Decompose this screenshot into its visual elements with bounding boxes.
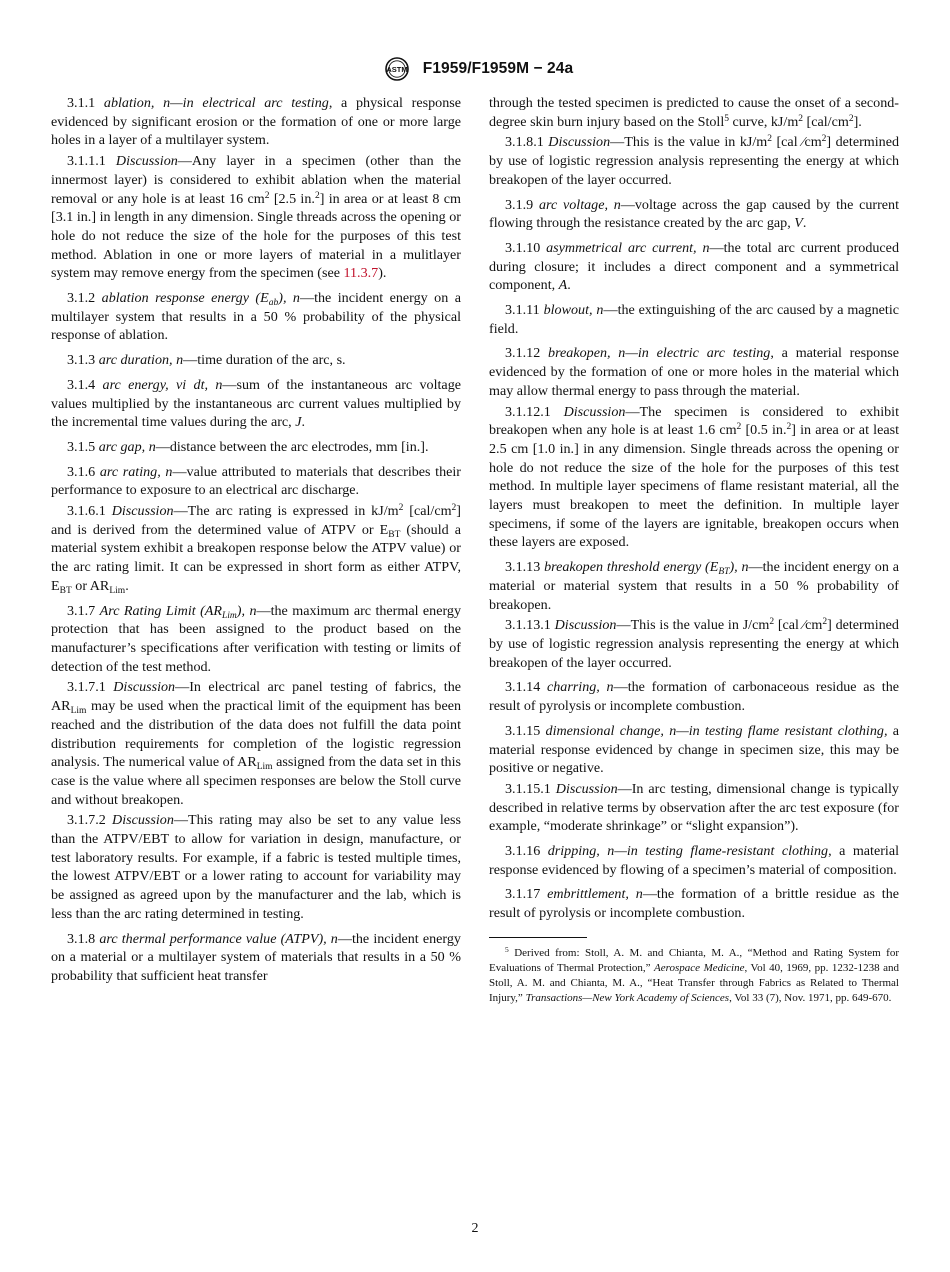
right-column — [489, 94, 899, 1006]
footnote-5: $^5$ Derived from: Stoll, A. M. and Chianta, M. A., “Method and Rating System for Evaluations of Thermal Protection,” Aerospace Medicine, Vol 40, 1969, pp. 1232-1238 and Stoll, A. M. and Chianta, M. A., “Heat Transfer through Fabrics as Related to Thermal Injury,” Transactions—New York Academy of Sciences, Vol 33 (7), Nov. 1971, pp. 649-670. — [489, 944, 899, 1004]
section-3-1-7: 3.1.7 Arc Rating Limit $(AR_{Lim})$, n—the maximum arc thermal energy protection that has been assigned to the product based on the manufacturer’s specifications after verification with testing or limits of detection of the test method. — [51, 602, 462, 675]
page-header — [0, 56, 950, 82]
section-3-1-15: 3.1.15 dimensional change, n—in testing flame resistant clothing, a material response evidenced by change in specimen size, this may be positive or negative. — [489, 722, 899, 777]
section-3-1-7-1: 3.1.7.1 Discussion—In electrical arc panel testing of fabrics, the $AR_{Lim}$ may be used when the practical limit of the equipment has been reached and the distribution of the data does not fulfill the data point distribution requirements for completion of the logistic regression analysis. The numerical value of $AR_{Lim}$ assigned from the data set in this case is the value where all specimen responses are below the Stoll curve and without breakopen. — [51, 679, 461, 808]
section-3-1-14: 3.1.14 charring, n—the formation of carbonaceous residue as the result of pyrolysis or incomplete combustion. — [489, 679, 899, 715]
section-3-1-3: 3.1.3 arc duration, n—time duration of the arc, s. — [67, 352, 346, 369]
section-3-1-4: 3.1.4 arc energy, vi dt, n—sum of the instantaneous arc voltage values multiplied by the instantaneous arc current values multiplied by the incremental time values during the arc, J. — [51, 376, 461, 431]
section-3-1-15-1: 3.1.15.1 Discussion—In arc testing, dimensional change is typically described in relative terms by observation after the arc test exposure (for example, “moderate shrinkage” or “slight expansion”). — [489, 780, 899, 835]
section-3-1-12: 3.1.12 breakopen, n—in electric arc testing, a material response evidenced by the formation of one or more holes in the material which may allow thermal energy to pass through the material. — [489, 345, 899, 399]
section-3-1-8: 3.1.8 arc thermal performance value (ATPV), n—the incident energy on a material or a multilayer system of materials that results in a 50 % probability that sufficient heat transfer — [51, 930, 461, 984]
section-3-1-17: 3.1.17 embrittlement, n—the formation of a brittle residue as the result of pyrolysis or incomplete combustion. — [489, 886, 899, 922]
footnote-reference[interactable]: 5 — [724, 113, 729, 124]
section-3-1-13-1: 3.1.13.1 Discussion—This is the value in $J/cm^2$ [cal $⁄cm^2$] determined by use of logistic regression analysis representing the energy at which breakopen of the layer occurred. — [489, 617, 899, 671]
left-column — [51, 94, 461, 986]
document-designation: F1959/F1959M − 24a — [422, 60, 574, 77]
section-3-1-8-continued: through the tested specimen is predicted to cause the onset of a second-degree skin burn injury based on the Stoll$^5$ curve, $kJ/m^2$ $[cal/cm^2]$. — [489, 95, 899, 130]
section-3-1-13: 3.1.13 breakopen threshold energy $(E_{BT})$, n—the incident energy on a material or material system that results in a 50 % probability of breakopen. — [489, 559, 899, 613]
section-3-1-8-1: 3.1.8.1 Discussion—This is the value in $kJ/m^2$ [cal $⁄cm^2$] determined by use of logistic regression analysis representing the energy at which breakopen of the layer occurred. — [489, 134, 899, 188]
section-3-1-6: 3.1.6 arc rating, n—value attributed to materials that describes their performance to exposure to an electrical arc discharge. — [51, 463, 462, 499]
section-3-1-1-1: 3.1.1.1 Discussion—Any layer in a specimen (other than the innermost layer) is considered to exhibit ablation when the material removal or any hole is at least 16 $cm^2$ [2.5 in.$^2$] in area or at least 8 cm [3.1 in.] in length in any dimension. Single threads across the opening or hole do not reduce the size of the hole for the purposes of this test method. Ablation in one or more layers of material in a mulitlayer system may remove energy from the specimen (see 11.3.7). — [51, 153, 461, 282]
section-3-1-10: 3.1.10 asymmetrical arc current, n—the total arc current produced during closure; it includes a direct component and a symmetrical component, A. — [489, 239, 899, 294]
section-3-1-16: 3.1.16 dripping, n—in testing flame-resistant clothing, a material response evidenced by flowing of a specimen’s material of composition. — [489, 843, 899, 878]
section-3-1-2: 3.1.2 ablation response energy $(E_{ab})$, n—the incident energy on a multilayer system that results in a 50 % probability of the physical response of ablation. — [51, 290, 461, 344]
footnote-divider — [489, 937, 587, 938]
section-3-1-9: 3.1.9 arc voltage, n—voltage across the gap caused by the current flowing through the resistance created by the arc gap, V. — [489, 196, 899, 232]
section-3-1-1: 3.1.1 ablation, n—in electrical arc testing, a physical response evidenced by significant erosion or the formation of one or more large holes in a layer of a multilayer system. — [51, 95, 461, 149]
astm-logo-icon — [377, 57, 417, 81]
section-3-1-12-1: 3.1.12.1 Discussion—The specimen is considered to exhibit breakopen when any hole is at least 1.6 $cm^2$ [0.5 in.$^2$] in area or at least 2.5 cm [1.0 in.] in any dimension. Single threads across the opening or hole do not reduce the size of the hole for the purposes of this test method. In multiple layer specimens of flame resistant material, all the layers must breakopen to meet the definition. In multiple layer specimens, if some of the layers are ignitable, breakopen occurs when these layers are exposed. — [489, 403, 899, 551]
cross-reference-link[interactable]: 11.3.7 — [343, 265, 379, 282]
section-3-1-6-1: 3.1.6.1 Discussion—The arc rating is expressed in $kJ/m^2$ $[cal/cm^2]$ and is derived from the determined value of ATPV or $E_{BT}$ (should a material system exhibit a breakopen response below the ATPV value) or the arc rating limit. It can be expressed in short form as either ATPV, $E_{BT}$ or $AR_{Lim}$. — [51, 503, 461, 596]
svg-text:ASTM: ASTM — [386, 65, 408, 74]
section-3-1-11: 3.1.11 blowout, n—the extinguishing of the arc caused by a magnetic field. — [489, 302, 899, 337]
section-3-1-7-2: 3.1.7.2 Discussion—This rating may also be set to any value less than the ATPV/EBT to allow for variation in design, manufacture, or test laboratory results. For example, if a fabric is tested multiple times, the lowest ATPV/EBT or a lower rating to account for variability may be assigned as agreed upon by the manufacturer and the lab, which is less than the arc rating determined in testing. — [51, 812, 461, 922]
section-3-1-5: 3.1.5 arc gap, n—distance between the arc electrodes, mm [in.]. — [67, 438, 429, 455]
page-number: 2 — [471, 1221, 479, 1236]
